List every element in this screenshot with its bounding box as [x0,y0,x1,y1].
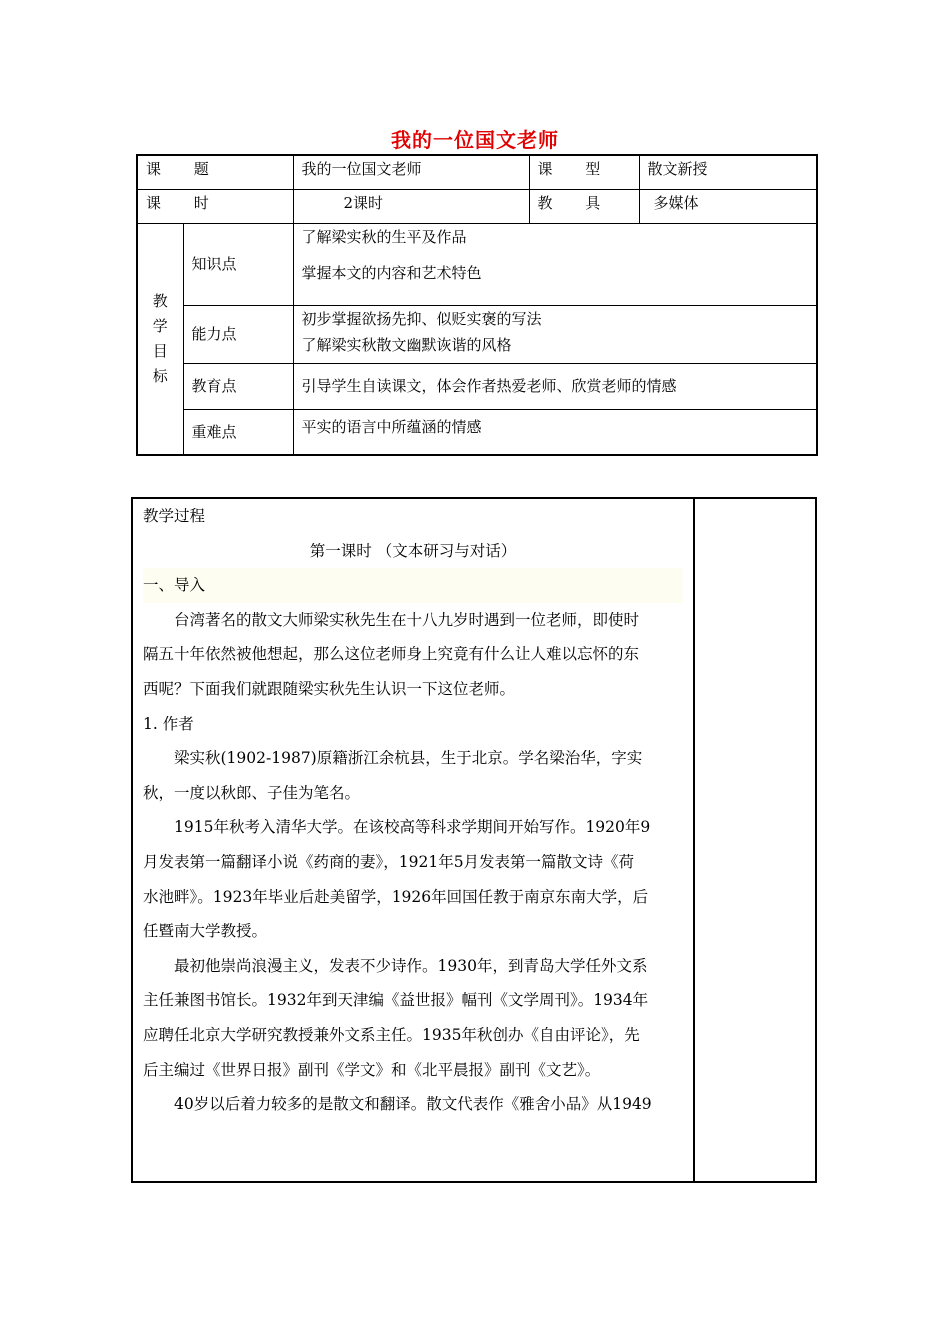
author-para-line: 后主编过《世界日报》副刊《学文》和《北平晨报》副刊《文艺》。 [143,1060,601,1079]
objective-label-ability: 能力点 [183,305,293,363]
author-para-line: 水池畔》。1923年毕业后赴美留学，1926年回国任教于南京东南大学，后 [143,887,649,906]
author-para-line: 最初他崇尚浪漫主义，发表不少诗作。1930年，到青岛大学任外文系 [174,956,648,975]
value-topic: 我的一位国文老师 [293,155,529,189]
process-heading: 教学过程 [143,507,206,525]
objective-difficulty: 平实的语言中所蕴涵的情感 [293,409,817,455]
label-topic: 课 题 [137,155,293,189]
objective-label-education: 教育点 [183,363,293,409]
author-para-line: 应聘任北京大学研究教授兼外文系主任。1935年秋创办《自由评论》，先 [143,1025,640,1044]
author-para-line: 任暨南大学教授。 [143,922,268,941]
author-para-line: 主任兼图书馆长。1932年到天津编《益世报》幅刊《文学周刊》。1934年 [143,991,649,1010]
author-para-line: 月发表第一篇翻译小说《药商的妻》，1921年5月发表第一篇散文诗《荷 [143,852,635,871]
objectives-label: 教 学 目 标 [137,223,183,455]
subsection-heading: 1. 作者 [143,714,194,733]
author-para-line: 40岁以后着力较多的是散文和翻译。散文代表作《雅舍小品》从1949 [174,1095,652,1114]
objective-label-difficulty: 重难点 [183,409,293,455]
intro-line: 隔五十年依然被他想起，那么这位老师身上究竟有什么让人难以忘怀的东 [143,645,640,664]
objective-ability: 初步掌握欲扬先抑、似贬实褒的写法 了解梁实秋散文幽默诙谐的风格 [293,305,817,363]
label-hours: 课 时 [137,189,293,223]
page-title: 我的一位国文老师 [391,128,559,152]
column-divider [693,499,695,1181]
value-tools: 多媒体 [639,189,817,223]
objective-knowledge: 了解梁实秋的生平及作品 掌握本文的内容和艺术特色 [293,223,817,305]
section-heading: 一、导入 [143,568,683,603]
value-type: 散文新授 [639,155,817,189]
intro-line: 西呢？下面我们就跟随梁实秋先生认识一下这位老师。 [143,679,516,698]
teaching-process-box [131,497,817,1183]
label-type: 课 型 [529,155,639,189]
lesson-info-table [136,154,818,456]
value-hours: 2课时 [293,189,529,223]
objective-label-knowledge: 知识点 [183,223,293,305]
label-tools: 教 具 [529,189,639,223]
teaching-process-content [143,499,683,1122]
author-para-line: 秋，一度以秋郎、子佳为笔名。 [143,783,361,802]
author-para-line: 1915年秋考入清华大学。在该校高等科求学期间开始写作。1920年9 [174,818,651,837]
session-heading: 第一课时 （文本研习与对话） [309,541,517,560]
objective-education: 引导学生自读课文，体会作者热爱老师、欣赏老师的情感 [293,363,817,409]
author-para-line: 梁实秋(1902-1987)原籍浙江余杭县，生于北京。学名梁治华，字实 [174,749,643,768]
intro-line: 台湾著名的散文大师梁实秋先生在十八九岁时遇到一位老师，即使时 [174,610,640,629]
